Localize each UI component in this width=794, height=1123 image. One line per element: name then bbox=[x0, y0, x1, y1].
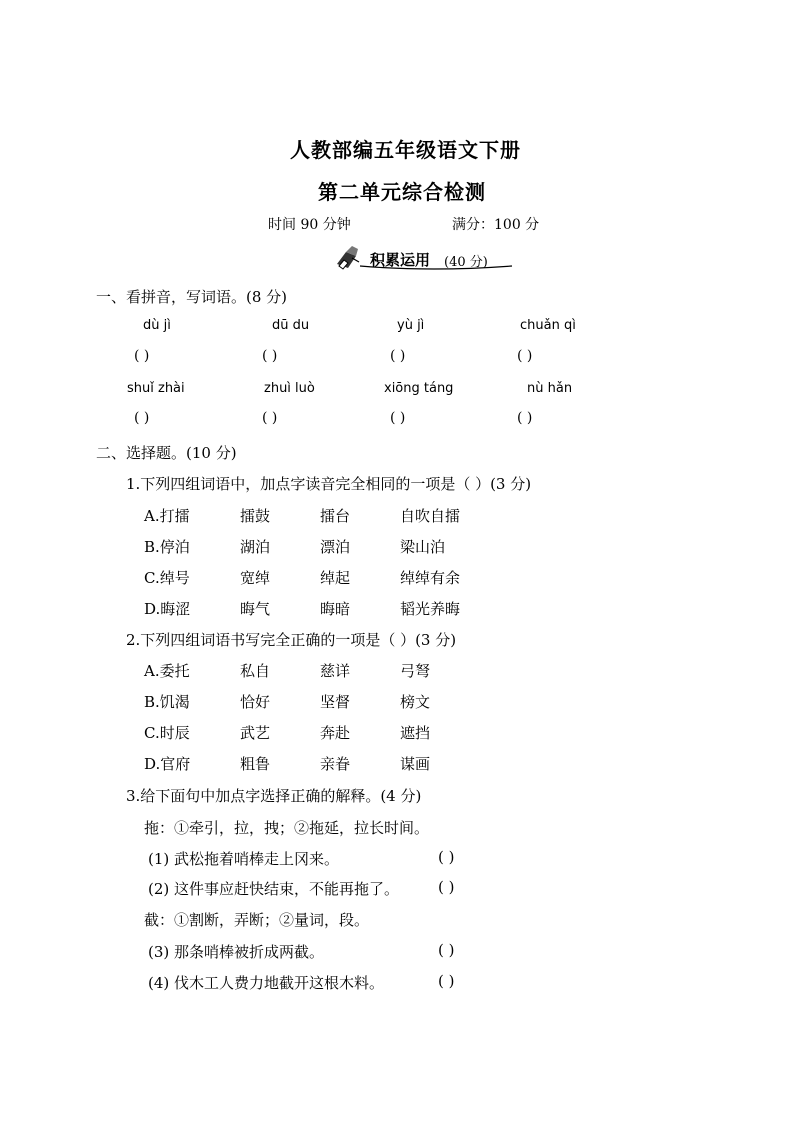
q2-c-word-4: 遮挡 bbox=[400, 724, 431, 742]
banner-label: 积累运用 bbox=[370, 251, 431, 269]
answer-blank-7[interactable]: ( ) bbox=[390, 410, 406, 426]
q2-a-word-3: 慈详 bbox=[320, 662, 351, 680]
q2-a-word-4: 弓弩 bbox=[400, 662, 431, 680]
q2-d-word-3: 亲眷 bbox=[320, 755, 351, 773]
question-1-stem: 1.下列四组词语中，加点字读音完全相同的一项是（ ）(3 分) bbox=[126, 475, 532, 493]
q2-d-word-2: 粗鲁 bbox=[240, 755, 271, 773]
q3-definition-jie: 截：①割断，弄断；②量词，段。 bbox=[144, 911, 370, 929]
q3-item-1: (1) 武松拖着哨棒走上冈来。 bbox=[148, 850, 340, 868]
page-subtitle: 第二单元综合检测 bbox=[318, 180, 486, 204]
q1-option-b[interactable]: B.停泊 bbox=[144, 538, 190, 556]
exam-time: 时间 90 分钟 bbox=[268, 217, 351, 233]
section-1-heading: 一、看拼音，写词语。(8 分) bbox=[96, 288, 288, 306]
pinyin-3: yù jì bbox=[397, 318, 425, 333]
answer-blank-3[interactable]: ( ) bbox=[390, 348, 406, 364]
q2-b-word-4: 榜文 bbox=[400, 693, 431, 711]
q2-option-c[interactable]: C.时辰 bbox=[144, 724, 190, 742]
q1-a-word-3: 擂台 bbox=[320, 507, 351, 525]
q3-item-3: (3) 那条哨棒被折成两截。 bbox=[148, 943, 325, 961]
q3-item-4: (4) 伐木工人费力地截开这根木料。 bbox=[148, 974, 385, 992]
q2-b-word-3: 坚督 bbox=[320, 693, 351, 711]
pinyin-5: shuǐ zhài bbox=[127, 381, 185, 396]
q2-b-word-2: 恰好 bbox=[240, 693, 271, 711]
pinyin-2: dū du bbox=[272, 318, 310, 333]
q1-option-d[interactable]: D.晦涩 bbox=[144, 600, 191, 618]
q2-a-word-2: 私自 bbox=[240, 662, 271, 680]
q1-c-word-2: 宽绰 bbox=[240, 569, 271, 587]
question-2-stem: 2.下列四组词语书写完全正确的一项是（ ）(3 分) bbox=[126, 631, 457, 649]
pinyin-1: dù jì bbox=[143, 318, 171, 333]
page-title: 人教部编五年级语文下册 bbox=[290, 138, 521, 162]
question-3-stem: 3.给下面句中加点字选择正确的解释。(4 分) bbox=[126, 787, 422, 805]
q3-answer-1[interactable]: ( ) bbox=[438, 848, 455, 866]
q1-a-word-2: 擂鼓 bbox=[240, 507, 271, 525]
banner-score: (40 分) bbox=[444, 255, 488, 270]
pinyin-6: zhuì luò bbox=[264, 381, 315, 396]
pinyin-7: xiōng táng bbox=[384, 381, 454, 396]
answer-blank-5[interactable]: ( ) bbox=[134, 410, 150, 426]
answer-blank-1[interactable]: ( ) bbox=[134, 348, 150, 364]
q3-answer-3[interactable]: ( ) bbox=[438, 941, 455, 959]
q2-option-b[interactable]: B.饥渴 bbox=[144, 693, 190, 711]
pinyin-8: nù hǎn bbox=[527, 381, 573, 396]
q1-option-a[interactable]: A.打擂 bbox=[144, 507, 190, 525]
pinyin-4: chuǎn qì bbox=[520, 318, 576, 333]
section-banner bbox=[332, 244, 516, 272]
answer-blank-4[interactable]: ( ) bbox=[517, 348, 533, 364]
answer-blank-2[interactable]: ( ) bbox=[262, 348, 278, 364]
q1-a-word-4: 自吹自擂 bbox=[400, 507, 461, 525]
q1-b-word-2: 湖泊 bbox=[240, 538, 271, 556]
q1-d-word-2: 晦气 bbox=[240, 600, 271, 618]
q2-option-d[interactable]: D.官府 bbox=[144, 755, 191, 773]
q1-c-word-4: 绰绰有余 bbox=[400, 569, 461, 587]
q3-definition-tuo: 拖：①牵引，拉，拽；②拖延，拉长时间。 bbox=[144, 819, 430, 837]
q1-option-c[interactable]: C.绰号 bbox=[144, 569, 190, 587]
q1-c-word-3: 绰起 bbox=[320, 569, 351, 587]
q1-b-word-3: 漂泊 bbox=[320, 538, 351, 556]
pen-book-icon bbox=[334, 244, 362, 270]
answer-blank-6[interactable]: ( ) bbox=[262, 410, 278, 426]
q2-c-word-3: 奔赴 bbox=[320, 724, 351, 742]
section-2-heading: 二、选择题。(10 分) bbox=[96, 444, 237, 462]
q2-c-word-2: 武艺 bbox=[240, 724, 271, 742]
q1-d-word-3: 晦暗 bbox=[320, 600, 351, 618]
q3-answer-4[interactable]: ( ) bbox=[438, 972, 455, 990]
q1-d-word-4: 韬光养晦 bbox=[400, 600, 461, 618]
q3-item-2: (2) 这件事应赶快结束，不能再拖了。 bbox=[148, 880, 400, 898]
answer-blank-8[interactable]: ( ) bbox=[517, 410, 533, 426]
q1-b-word-4: 梁山泊 bbox=[400, 538, 446, 556]
exam-score: 满分：100 分 bbox=[452, 217, 540, 233]
q2-d-word-4: 谋画 bbox=[400, 755, 431, 773]
q3-answer-2[interactable]: ( ) bbox=[438, 878, 455, 896]
q2-option-a[interactable]: A.委托 bbox=[144, 662, 190, 680]
